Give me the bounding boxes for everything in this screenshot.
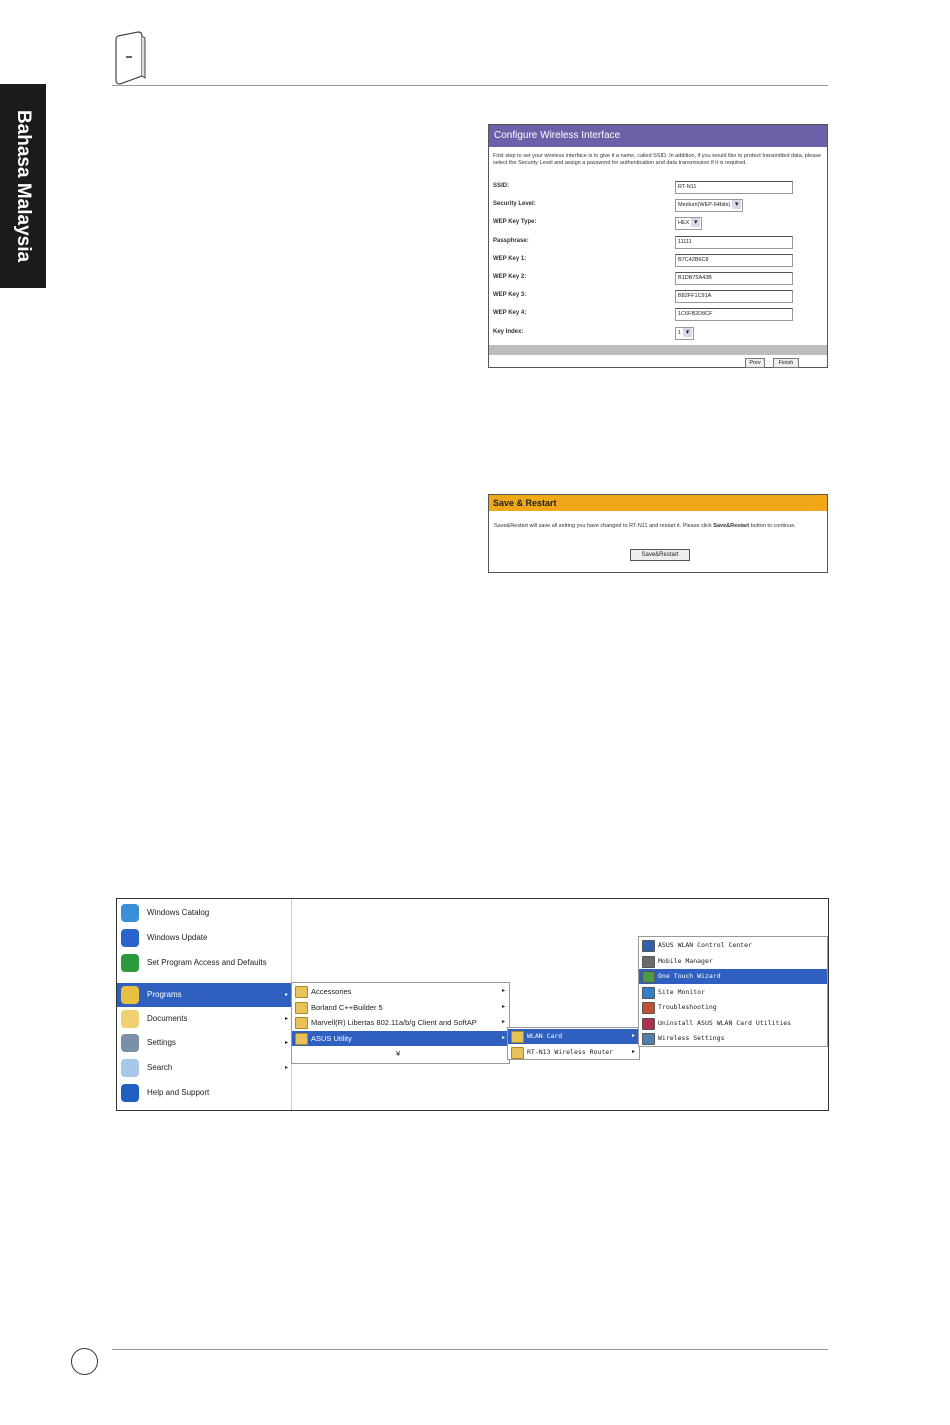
submenu-item[interactable] (639, 954, 827, 969)
windows-update-icon (121, 929, 139, 947)
field-label: WEP Key 1: (493, 255, 527, 262)
text-field[interactable]: B1DB75A43B (675, 272, 793, 285)
start-menu-item[interactable] (117, 1056, 292, 1080)
page-number-circle (71, 1348, 98, 1375)
submenu-item-label: Troubleshooting (658, 1003, 717, 1011)
submenu-arrow-icon: ▸ (631, 1033, 635, 1039)
menu-item-label: Set Program Access and Defaults (147, 958, 267, 967)
programs-submenu (291, 982, 510, 1064)
configure-wireless-description: First step to set your wireless interface is to give it a name, called SSID. In addition, if you would like to protect transmitted data, please select the Security Level and assign a password for authentication and data transmission if it is required. (493, 153, 822, 166)
text-field[interactable]: 11111 (675, 236, 793, 249)
form-row (489, 196, 827, 214)
save-restart-button[interactable]: Save&Restart (630, 549, 690, 561)
wlan-card-submenu (638, 936, 828, 1047)
header-rule (112, 85, 828, 86)
form-row (489, 269, 827, 287)
save-restart-description (494, 523, 814, 530)
text-field[interactable]: RT-N11 (675, 181, 793, 194)
control-center-icon (642, 940, 655, 952)
field-label: WEP Key 2: (493, 274, 527, 280)
menu-item-label: Settings (147, 1038, 176, 1047)
select-field[interactable]: HEX ▾ (675, 217, 702, 230)
submenu-arrow-icon: ▸ (501, 1003, 505, 1010)
language-side-tab (0, 84, 46, 288)
folder-icon (295, 1033, 308, 1045)
field-label: Passphrase: (493, 237, 529, 244)
folder-icon (295, 1017, 308, 1029)
menu-item-label: Windows Update (147, 933, 208, 942)
field-label: Security Level: (493, 201, 536, 208)
submenu-item-label: Mobile Manager (658, 956, 713, 965)
mobile-manager-icon (642, 956, 655, 968)
form-row (489, 324, 827, 342)
submenu-item-label: ASUS WLAN Control Center (658, 941, 752, 949)
start-menu-item[interactable] (117, 1031, 292, 1055)
submenu-item-label: One Touch Wizard (658, 972, 721, 980)
submenu-arrow-icon: ▸ (501, 988, 505, 994)
folder-icon (295, 1002, 308, 1014)
submenu-item[interactable] (292, 1031, 509, 1046)
button-bar (489, 345, 827, 355)
form-row (489, 178, 827, 196)
text-field[interactable]: B7C42B6C8 (675, 254, 793, 267)
troubleshooting-icon (642, 1002, 655, 1014)
language-label: Bahasa Malaysia (13, 109, 34, 263)
form-row (489, 233, 827, 251)
submenu-item-label: RT-N13 Wireless Router (527, 1047, 614, 1056)
submenu-item-label: Uninstall ASUS WLAN Card Utilities (658, 1018, 792, 1027)
submenu-item[interactable] (639, 1016, 827, 1031)
submenu-arrow-icon: ▸ (501, 1034, 505, 1041)
programs-folder-icon (121, 986, 139, 1004)
start-menu-item[interactable] (117, 951, 292, 975)
submenu-item[interactable] (292, 984, 509, 999)
submenu-arrow-icon: ▸ (501, 1019, 505, 1025)
submenu-item[interactable] (639, 969, 827, 984)
description-text: Save&Restart will save all setting you have changed to RT-N11 and restart it. Please click (494, 523, 714, 529)
asus-utility-submenu (507, 1027, 640, 1060)
submenu-arrow-icon: ▸ (284, 1065, 288, 1071)
submenu-item[interactable] (639, 1031, 827, 1046)
description-text-end: button to continue. (749, 523, 796, 529)
save-restart-title: Save & Restart (489, 495, 827, 511)
finish-button[interactable]: Finish (773, 358, 799, 368)
wizard-icon (642, 971, 655, 983)
select-field[interactable]: Medium(WEP-64bits) ▾ (675, 199, 743, 212)
field-label: SSID: (493, 183, 510, 189)
menu-item-label: Search (147, 1063, 173, 1072)
submenu-item-label: Marvell(R) Libertas 802.11a/b/g Client and SoftAP (311, 1018, 477, 1027)
folder-icon (295, 986, 308, 998)
router-device-icon (112, 30, 146, 86)
submenu-item[interactable] (508, 1045, 639, 1060)
configure-wireless-title: Configure Wireless Interface (489, 125, 827, 147)
menu-item-label: Programs (147, 990, 182, 999)
site-monitor-icon (642, 987, 655, 999)
expand-menu-chevron: ¥ (396, 1049, 401, 1058)
submenu-item-label: Site Monitor (658, 987, 705, 996)
save-restart-panel (488, 494, 828, 573)
start-menu-item[interactable] (117, 901, 292, 925)
field-label: Key Index: (493, 328, 524, 335)
form-row (489, 251, 827, 269)
documents-icon (121, 1010, 139, 1028)
windows-catalog-icon (121, 904, 139, 922)
configure-wireless-panel (488, 124, 828, 368)
submenu-item-label: ASUS Utility (311, 1033, 352, 1043)
search-icon (121, 1059, 139, 1077)
submenu-item-label: Borland C++Builder 5 (311, 1002, 383, 1012)
submenu-item-label: WLAN Card (527, 1032, 563, 1040)
submenu-item[interactable] (639, 938, 827, 953)
field-label: WEP Key 4: (493, 310, 527, 317)
menu-item-label: Help and Support (147, 1088, 210, 1097)
form-row (489, 214, 827, 232)
submenu-item[interactable] (639, 985, 827, 1000)
settings-icon (121, 1034, 139, 1052)
text-field[interactable]: B82FF1C91A (675, 290, 793, 303)
submenu-arrow-icon: ▸ (284, 1016, 288, 1022)
submenu-item[interactable] (292, 1046, 509, 1061)
description-bold-text: Save&Restart (713, 523, 750, 529)
submenu-item-label: Wireless Settings (658, 1034, 725, 1042)
start-menu-screenshot (116, 898, 829, 1111)
menu-item-label: Documents (147, 1014, 188, 1023)
form-row (489, 305, 827, 323)
start-menu-item[interactable] (117, 983, 292, 1007)
form-row (489, 287, 827, 305)
program-defaults-icon (121, 954, 139, 972)
submenu-item[interactable] (292, 1015, 509, 1030)
submenu-arrow-icon: ▸ (284, 992, 288, 998)
folder-icon (511, 1047, 524, 1059)
wireless-settings-icon (642, 1033, 655, 1045)
start-menu-item[interactable] (117, 926, 292, 950)
text-field[interactable]: 1C6FB2D8CF (675, 308, 793, 321)
submenu-item[interactable] (292, 1000, 509, 1015)
submenu-arrow-icon: ▸ (631, 1048, 635, 1055)
submenu-item[interactable] (508, 1029, 639, 1044)
start-menu-item[interactable] (117, 1081, 292, 1105)
folder-icon (511, 1031, 524, 1043)
uninstall-icon (642, 1018, 655, 1030)
footer-rule (112, 1349, 828, 1350)
menu-item-label: Windows Catalog (147, 908, 210, 917)
submenu-arrow-icon: ▸ (284, 1040, 288, 1046)
start-menu-left-panel (117, 899, 292, 1110)
help-icon (121, 1084, 139, 1102)
submenu-item-label: Accessories (311, 987, 352, 996)
prev-button[interactable]: Prev (745, 358, 765, 368)
select-field[interactable]: 1 ▾ (675, 327, 694, 340)
field-label: WEP Key Type: (493, 219, 537, 226)
submenu-item[interactable] (639, 1000, 827, 1015)
start-menu-item[interactable] (117, 1007, 292, 1031)
field-label: WEP Key 3: (493, 292, 527, 299)
